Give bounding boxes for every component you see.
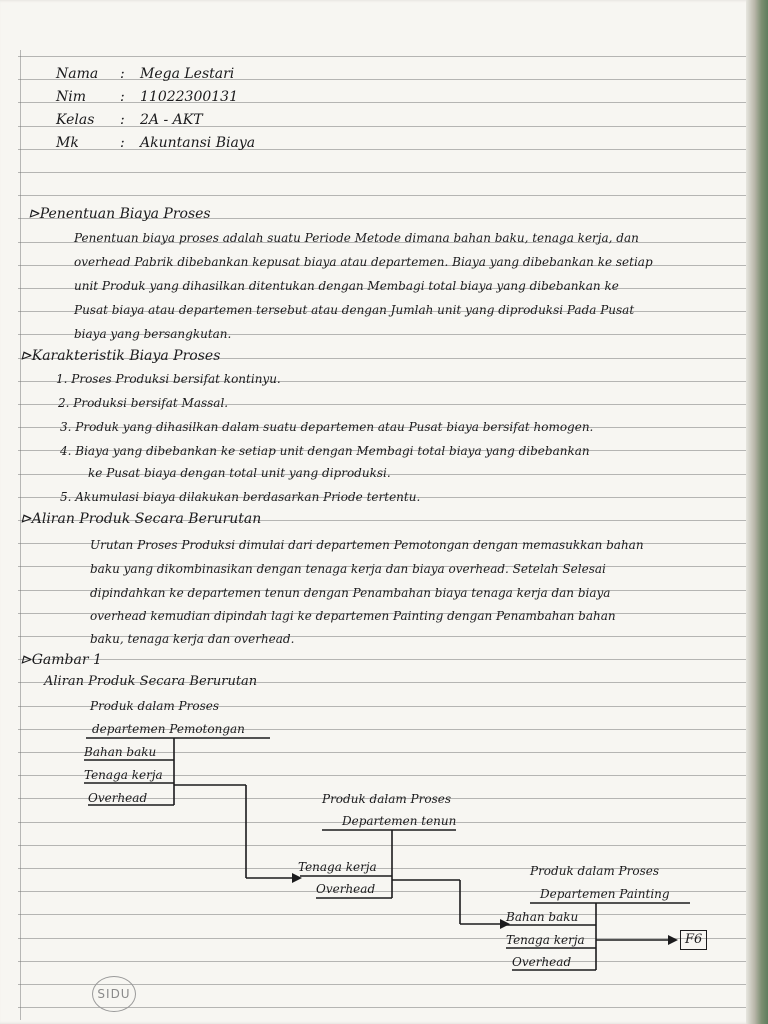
- figure-subtitle: Aliran Produk Secara Berurutan: [44, 674, 258, 689]
- label-mk: Mk: [56, 135, 79, 151]
- list-item: 3. Produk yang dihasilkan dalam suatu departemen atau Pusat biaya bersifat homogen.: [60, 420, 594, 434]
- notebook-brand-logo: SIDU: [92, 976, 136, 1012]
- heading-penentuan: ⊳Penentuan Biaya Proses: [28, 206, 211, 222]
- colon: :: [120, 66, 125, 82]
- paragraph-line: Urutan Proses Produksi dimulai dari departemen Pemotongan dengan memasukkan bahan: [90, 538, 644, 552]
- heading-karakteristik: ⊳Karakteristik Biaya Proses: [20, 348, 221, 364]
- list-item: 5. Akumulasi biaya dilakukan berdasarkan Priode tertentu.: [60, 490, 421, 504]
- paragraph-line: Pusat biaya atau departemen tersebut atau dengan Jumlah unit yang diproduksi Pada Pusat: [74, 303, 635, 317]
- value-nim: 11022300131: [140, 89, 238, 105]
- dept1-input: Bahan baku: [84, 745, 157, 759]
- dept2-input: Tenaga kerja: [298, 860, 377, 874]
- dept1-input: Overhead: [88, 791, 148, 805]
- paragraph-line: Penentuan biaya proses adalah suatu Periode Metode dimana bahan baku, tenaga kerja, dan: [74, 231, 639, 245]
- list-item: ke Pusat biaya dengan total unit yang diproduksi.: [88, 466, 391, 480]
- colon: :: [120, 135, 125, 151]
- list-item: 2. Produksi bersifat Massal.: [58, 396, 229, 410]
- dept1-title: Produk dalam Proses: [90, 699, 220, 713]
- dept1-input: Tenaga kerja: [84, 768, 163, 782]
- list-item: 4. Biaya yang dibebankan ke setiap unit dengan Membagi total biaya yang dibebankan: [60, 444, 590, 458]
- paragraph-line: baku, tenaga kerja dan overhead.: [90, 632, 295, 646]
- dept1-name: departemen Pemotongan: [92, 722, 245, 736]
- paragraph-line: dipindahkan ke departemen tenun dengan Penambahan biaya tenaga kerja dan biaya: [90, 586, 611, 600]
- paragraph-line: biaya yang bersangkutan.: [74, 327, 232, 341]
- dept3-input: Tenaga kerja: [506, 933, 585, 947]
- value-nama: Mega Lestari: [140, 66, 235, 82]
- dept2-input: Overhead: [316, 882, 376, 896]
- paragraph-line: overhead Pabrik dibebankan kepusat biaya atau departemen. Biaya yang dibebankan ke setiap: [74, 255, 653, 269]
- label-kelas: Kelas: [56, 112, 95, 128]
- colon: :: [120, 89, 125, 105]
- dept3-input: Overhead: [512, 955, 572, 969]
- dept3-title: Produk dalam Proses: [530, 864, 660, 878]
- label-nim: Nim: [56, 89, 87, 105]
- paragraph-line: unit Produk yang dihasilkan ditentukan dengan Membagi total biaya yang dibebankan ke: [74, 279, 619, 293]
- list-item: 1. Proses Produksi bersifat kontinyu.: [56, 372, 281, 386]
- dept2-title: Produk dalam Proses: [322, 792, 452, 806]
- paragraph-line: baku yang dikombinasikan dengan tenaga kerja dan biaya overhead. Setelah Selesai: [90, 562, 606, 576]
- value-mk: Akuntansi Biaya: [140, 135, 256, 151]
- paragraph-line: overhead kemudian dipindah lagi ke departemen Painting dengan Penambahan bahan: [90, 609, 616, 623]
- page-edge-shadow: [746, 0, 768, 1024]
- heading-aliran: ⊳Aliran Produk Secara Berurutan: [20, 511, 262, 527]
- heading-gambar: ⊳Gambar 1: [20, 652, 102, 668]
- dept3-input: Bahan baku: [506, 910, 579, 924]
- dept3-name: Departemen Painting: [540, 887, 670, 901]
- label-nama: Nama: [56, 66, 99, 82]
- colon: :: [120, 112, 125, 128]
- dept2-name: Departemen tenun: [342, 814, 457, 828]
- value-kelas: 2A - AKT: [140, 112, 203, 128]
- final-product-box: F6: [680, 930, 707, 950]
